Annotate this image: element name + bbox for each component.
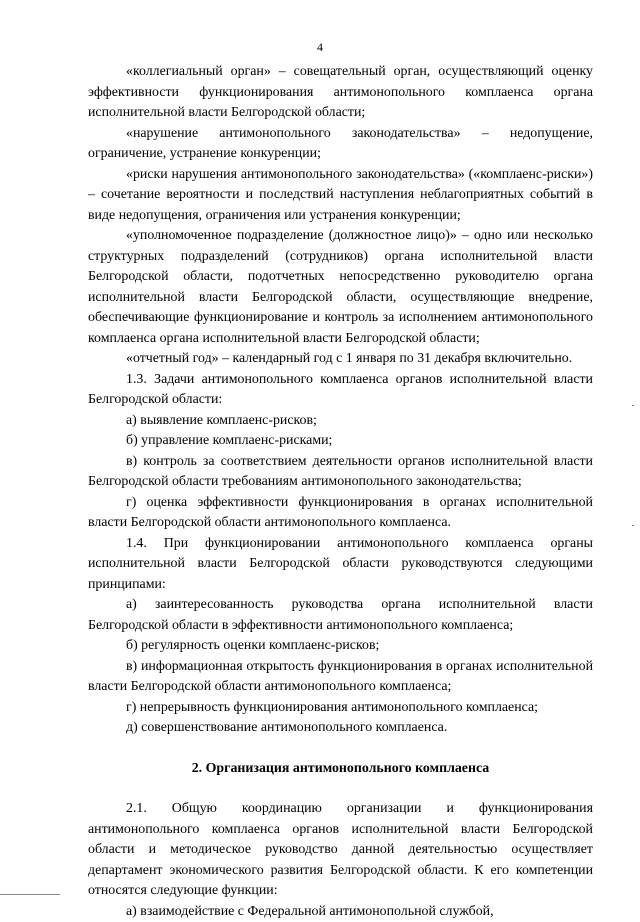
- list-item-1-4-d: г) непрерывность функционирования антимонопольного комплаенса;: [88, 698, 593, 719]
- scan-edge-mark: [632, 405, 634, 406]
- definition-compliance-risks: «риски нарушения антимонопольного законодательства» («комплаенс-риски») – сочетание вероятности и последствий наступления неблагоприятных событий в виде недопущения, ограничения или устранения конкуренции;: [88, 165, 593, 227]
- list-item-1-4-e: д) совершенствование антимонопольного комплаенса.: [88, 718, 593, 739]
- list-item-2-1-a: а) взаимодействие с Федеральной антимонопольной службой,: [88, 902, 593, 922]
- definition-collegial-body: «коллегиальный орган» – совещательный орган, осуществляющий оценку эффективности функционирования антимонопольного комплаенса органа исполнительной власти Белгородской области;: [88, 62, 593, 124]
- section-heading: 2. Организация антимонопольного комплаенса: [88, 759, 593, 780]
- scan-bottom-rule: [0, 894, 60, 895]
- clause-1-3: 1.3. Задачи антимонопольного комплаенса органов исполнительной власти Белгородской области:: [88, 370, 593, 411]
- list-item-1-3-c: в) контроль за соответствием деятельности органов исполнительной власти Белгородской области требованиям антимонопольного законодательства;: [88, 452, 593, 493]
- scan-edge-mark: [632, 525, 634, 526]
- list-item-1-4-a: а) заинтересованность руководства органа исполнительной власти Белгородской области в эффективности антимонопольного комплаенса;: [88, 595, 593, 636]
- list-item-1-3-b: б) управление комплаенс-рисками;: [88, 431, 593, 452]
- document-body: [88, 62, 593, 922]
- definition-reporting-year: «отчетный год» – календарный год с 1 января по 31 декабря включительно.: [88, 349, 593, 370]
- definition-authorized-unit: «уполномоченное подразделение (должностное лицо)» – одно или несколько структурных подразделений (сотрудников) органа исполнительной власти Белгородской области, подотчетных непосредственно руководителю органа исполнительной власти Белгородской области, осуществляющие внедрение, обеспечивающие функционирование и контроль за исполнением антимонопольного комплаенса органа исполнительной власти Белгородской области;: [88, 226, 593, 349]
- list-item-1-3-a: а) выявление комплаенс-рисков;: [88, 411, 593, 432]
- page-number: 4: [0, 40, 640, 54]
- clause-2-1: 2.1. Общую координацию организации и функционирования антимонопольного комплаенса органов исполнительной власти Белгородской области и методическое руководство данной деятельностью осуществляет департамент экономического развития Белгородской области. К его компетенции относятся следующие функции:: [88, 799, 593, 902]
- definition-law-violation: «нарушение антимонопольного законодательства» – недопущение, ограничение, устранение конкуренции;: [88, 124, 593, 165]
- list-item-1-3-d: г) оценка эффективности функционирования в органах исполнительной власти Белгородской области антимонопольного комплаенса.: [88, 493, 593, 534]
- list-item-1-4-b: б) регулярность оценки комплаенс-рисков;: [88, 636, 593, 657]
- clause-1-4: 1.4. При функционировании антимонопольного комплаенса органы исполнительной власти Белгородской области руководствуются следующими принципами:: [88, 534, 593, 596]
- list-item-1-4-c: в) информационная открытость функционирования в органах исполнительной власти Белгородской области антимонопольного комплаенса;: [88, 657, 593, 698]
